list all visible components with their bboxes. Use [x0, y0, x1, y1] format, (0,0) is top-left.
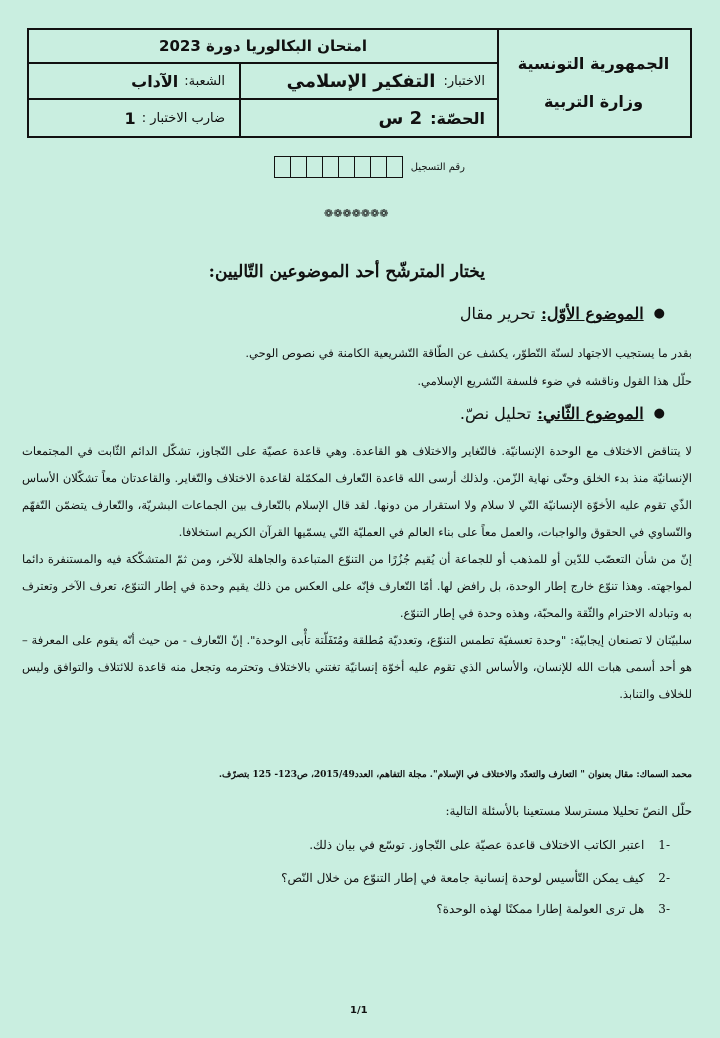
registration-label: رقم التسجيل — [410, 161, 465, 173]
duration-label: الحصّة: — [430, 108, 485, 128]
coef-cell — [29, 100, 239, 136]
question-text: اعتبر الكاتب الاختلاف قاعدة عصيّة على التّجاوز. توسّع في بيان ذلك. — [309, 838, 645, 852]
question-number: -1 — [658, 838, 670, 852]
analysis-instruction: حلّل النصّ تحليلا مسترسلا مستعينا بالأسئلة التالية: — [445, 804, 692, 818]
bullet-icon: ● — [653, 406, 665, 421]
coef-label: ضارب الاختبار : — [141, 110, 225, 126]
question-2 — [281, 871, 670, 885]
registration-box[interactable] — [354, 156, 371, 178]
subject1-type: تحرير مقال — [459, 304, 536, 323]
exam-title: امتحان البكالوريا دورة 2023 — [29, 30, 497, 64]
header-table — [27, 28, 692, 138]
question-text: كيف يمكن التّأسيس لوحدة إنسانية جامعة في إطار التنوّع من خلال النّص؟ — [281, 871, 645, 885]
subject-value: التفكير الإسلامي — [286, 70, 436, 92]
registration-box[interactable] — [322, 156, 339, 178]
question-number: -3 — [658, 902, 670, 916]
registration-box[interactable] — [338, 156, 355, 178]
subject2-type: تحليل نصّ. — [459, 404, 532, 423]
subject1-line1: بقدر ما يستجيب الاجتهاد لسنّة التّطوّر، يكشف عن الطّاقة التّشريعية الكامنة في نصوص الوحي. — [245, 346, 692, 360]
question-3 — [436, 902, 670, 916]
duration-value: 2 س — [378, 107, 423, 129]
subject-label: الاختبار: — [443, 73, 485, 89]
registration-box[interactable] — [306, 156, 323, 178]
question-text: هل ترى العولمة إطارا ممكنًا لهذه الوحدة؟ — [436, 902, 645, 916]
subject1-title: الموضوع الأوّل: — [541, 304, 644, 323]
choose-instruction: يختار المترشّح أحد الموضوعين التّاليين: — [208, 262, 485, 282]
ministry-name: وزارة التربية — [543, 92, 644, 111]
branch-cell — [29, 64, 239, 98]
republic-block — [497, 30, 690, 136]
text-source: محمد السماك: مقال بعنوان " التعارف والتعدّد والاختلاف في الإسلام". مجلة التفاهم، العدد2015/49، ص123- 125 بتصرّف. — [218, 770, 692, 780]
page-number: 1/1 — [350, 1005, 368, 1016]
subject2-title: الموضوع الثّاني: — [537, 404, 644, 423]
branch-value: الآداب — [131, 71, 179, 91]
registration-box[interactable] — [290, 156, 307, 178]
registration-row — [275, 156, 465, 178]
ornament-divider: ❁❁❁❁❁❁❁ — [324, 207, 389, 220]
coef-value: 1 — [124, 108, 136, 128]
text-paragraph: لا يتناقض الاختلاف مع الوحدة الإنسانيّة. فالتّغاير والاختلاف هو القاعدة. وهي قاعدة عصيّة على التّجاوز، تشكّل الدائم الثّابت في المجتمعات الإنسانيّة منذ بدء الخلق وحتّى نهاية الزّمن. ولذلك أرسى الله قاعدة التّعارف المكمّلة لقاعدة الاختلاف والتّغاير. والقاعدتان معاً تشكّلان الأساس الذّي تقوم عليه الأخوّة الإنسانيّة التّي لا سلام ولا استقرار من دونها. لقد قال الإسلام بالتّعارف بين الجماعات البشريّة، والتّعارف يتضمّن التّفهّم والتّساوي في الحقوق والواجبات، والعمل معاً على بناء العالم في العمليّة التّي يسمّيها القرآن الكريم استخلافا. — [22, 444, 692, 539]
text-paragraph: إنّ من شأن التعصّب للدّين أو للمذهب أو للجماعة أن يُقيم جُزُرًا من التنوّع المتباعدة والجاهلة للآخر، ومن ثمّ المتشكّكة فيه والمستنفرة دائما لمواجهته. وهذا تنوّع خارج إطار الوحدة، بل رافض لها. أمّا التّعارف فإنّه على العكس من ذلك يقيم وحدة في إطار التنوّع، تعرف الآخر وتعترف به وتبادله الاحترام والثّقة والمحبّة، وهذه وحدة في إطار التنوّع. — [22, 552, 692, 620]
subject2-text — [22, 438, 692, 708]
subject1-line2: حلّل هذا القول وناقشه في ضوء فلسفة التّشريع الإسلامي. — [417, 374, 692, 388]
subject1-heading — [460, 304, 665, 323]
question-1 — [309, 838, 670, 852]
text-paragraph: سلبيّتان لا تصنعان إيجابيّة: "وحدة تعسفيّة تطمس التنوّع، وتعدديّة مُطلقة ومُتَفَلّتة تأْبى الوحدة". إنّ التّعارف - من حيث أنّه يقوم على المعرفة – هو أحد أسمى هبات الله للإنسان، والأساس الذي تقوم عليه أخوّة إنسانيّة تغتني بالاختلاف وتحترمه وتجعل منه قاعدة للائتلاف والتوافق وليس للخلاف والتنابذ. — [22, 633, 692, 701]
subject2-heading — [460, 404, 665, 423]
header-grid — [29, 30, 499, 136]
subject-row — [29, 64, 497, 100]
registration-box[interactable] — [274, 156, 291, 178]
registration-boxes[interactable] — [275, 156, 403, 178]
branch-label: الشعبة: — [184, 73, 225, 89]
duration-row — [29, 100, 497, 136]
question-number: -2 — [658, 871, 670, 885]
republic-name: الجمهورية التونسية — [517, 54, 670, 73]
bullet-icon: ● — [653, 306, 665, 321]
registration-box[interactable] — [370, 156, 387, 178]
duration-cell — [239, 100, 497, 136]
subject-cell — [239, 64, 497, 98]
registration-box[interactable] — [386, 156, 403, 178]
